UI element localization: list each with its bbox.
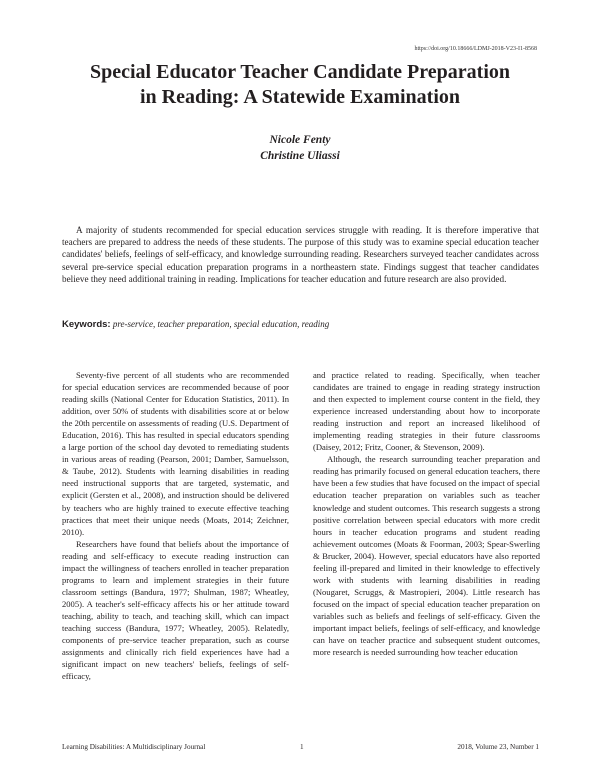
body-paragraph: and practice related to reading. Specifically, when teacher candidates are trained to engage in reading strategy instruction and then expected to implement course content in the field, they experience increased understanding about how to incorporate reading instruction and report an increased likelihood of implementing reading strategies in their future classrooms (Daisey, 2012; Fritz, Cooner, & Stevenson, 2009).: [313, 370, 540, 453]
title-line-2: in Reading: A Statewide Examination: [139, 86, 461, 108]
body-column-left: [62, 369, 289, 682]
body-paragraph: Seventy-five percent of all students who are recommended for special education services are recommended because of poor reading skills (National Center for Education Statistics, 2011). In addition, over 50% of students with disabilities score at or below the 20th percentile on assessments of reading (U.S. Department of Education, 2016). This has resulted in special educators spending a large portion of the school day devoted to remediating students in various areas of reading (Pearson, 2001; Damber, Samuelsson, & Taube, 2012). Students with learning disabilities in reading need instructional supports that are targeted, systematic, and explicit (Gersten et al., 2008), and instruction should be delivered by teachers who are highly trained to execute effective teaching practices that meet their unique needs (Moats, 2014; Zeichner, 2010).: [62, 370, 289, 537]
body-column-right: [313, 369, 540, 658]
keywords-list: pre-service, teacher preparation, special education, reading: [112, 319, 330, 329]
footer-page-number: 1: [300, 743, 304, 751]
footer-issue: 2018, Volume 23, Number 1: [457, 743, 539, 751]
keywords: [62, 318, 539, 331]
body-paragraph: Researchers have found that beliefs about the importance of reading and self-efficacy to execute reading instruction can impact the willingness of teachers enrolled in teacher preparation programs to learn and implement strategies in their future classroom settings (Bandura, 1977; Shulman, 1987; Wheatley, 2005). A teacher's self-efficacy affects his or her attitude toward teaching, ability to teach, and teaching skill, which can impact teaching success (Bandura, 1977; Wheatley, 2005). Relatedly, components of pre-service teacher preparation, such as course assignments and clinically rich field experiences have had a significant impact on new teachers' beliefs, feelings of self-efficacy,: [62, 538, 289, 682]
title-line-1: Special Educator Teacher Candidate Preparation: [89, 61, 511, 83]
author-list: [0, 132, 600, 164]
author-name: Nicole Fenty: [269, 134, 331, 146]
article-title: [40, 60, 560, 110]
abstract: A majority of students recommended for special education services struggle with reading. It is therefore imperative that teachers are prepared to address the needs of these students. The purpose of this study was to examine special education teacher candidates' beliefs, feelings of self-efficacy, and knowledge surrounding reading. Researchers surveyed teacher candidates across several pre-service special education preparation programs in a northeastern state. Findings suggest that teacher candidates believe they need additional training in reading. Implications for teacher education and future research are also provided.: [62, 225, 539, 284]
author-name: Christine Uliassi: [260, 150, 340, 162]
footer-journal-name: Learning Disabilities: A Multidisciplinary Journal: [62, 743, 206, 751]
body-paragraph: Although, the research surrounding teacher preparation and reading has primarily focused on general education teachers, there have been a few studies that have focused on the impact of special education teacher preparation on variables such as teacher knowledge and student outcomes. This research suggests a strong positive correlation between special educators with more credit hours in teacher education programs and student reading achievement outcomes (Moats & Foorman, 2003; Spear-Swerling & Brucker, 2004). However, special educators have also reported feeling ill-prepared and limited in their knowledge to effectively work with students with learning disabilities in reading (Nougaret, Scruggs, & Mastropieri, 2004). Little research has focused on the impact of special education teacher preparation on variables such as beliefs and feelings of self-efficacy. Given the important impact beliefs, feelings of self-efficacy, and knowledge can have on teacher practice and subsequent student outcomes, more research is needed surrounding how teacher education: [313, 454, 540, 658]
keywords-label: Keywords:: [62, 319, 111, 330]
doi-link[interactable]: https://doi.org/10.18666/LDMJ-2018-V23-I1-8568: [414, 46, 537, 52]
